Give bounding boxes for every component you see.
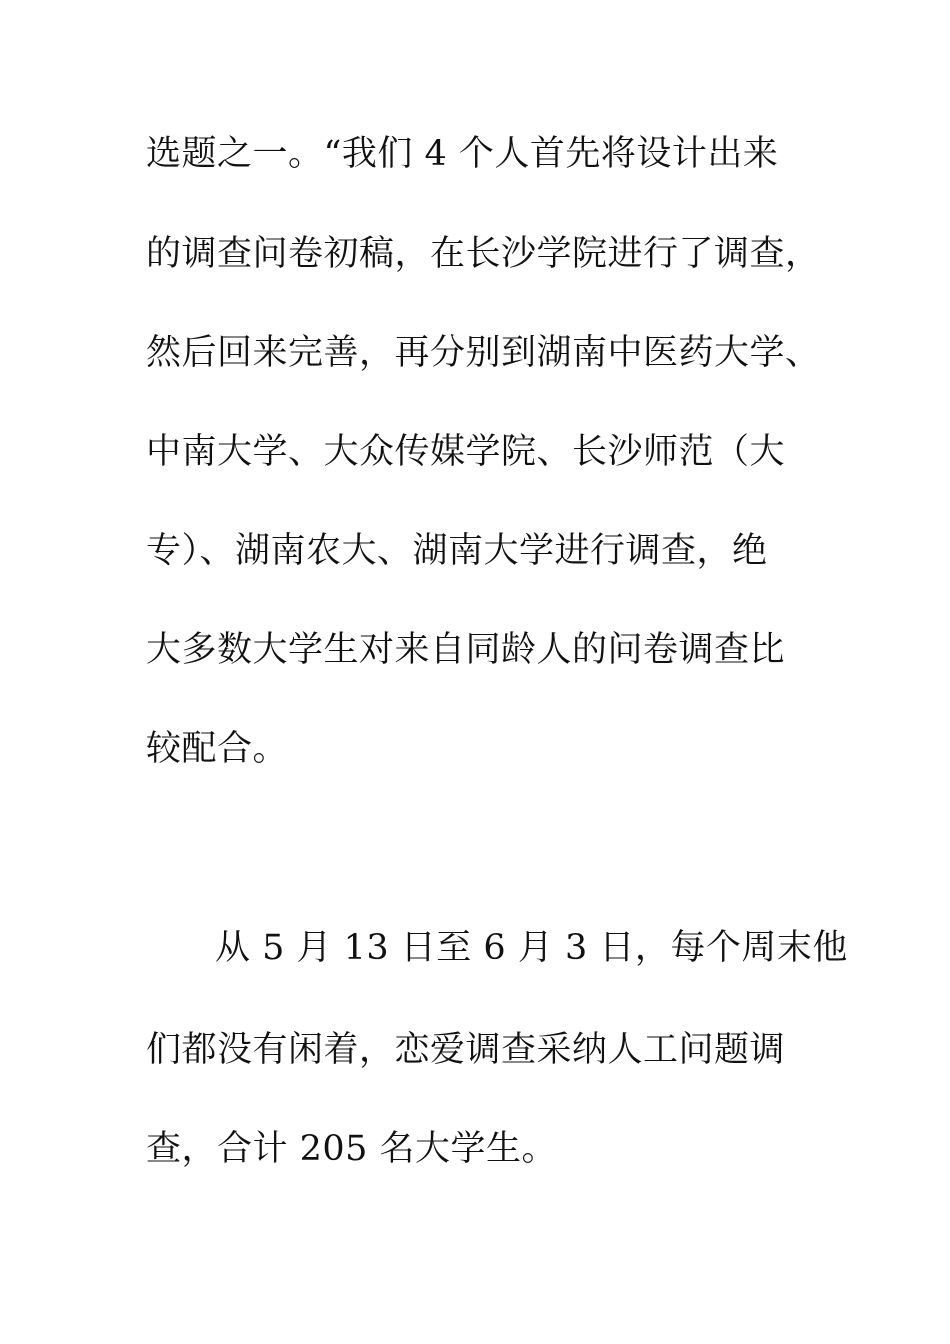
paragraph-2-line-3: 查，合计 205 名大学生。 (146, 1129, 558, 1169)
paragraph-2-line-2: 们都没有闲着，恋爱调查采纳人工问题调 (146, 1030, 786, 1070)
paragraph-1-line-7: 较配合。 (146, 729, 289, 769)
paragraph-1-line-2: 的调查问卷初稿，在长沙学院进行了调查， (146, 234, 821, 274)
paragraph-1-line-5: 专）、湖南农大、湖南大学进行调查，绝 (146, 531, 768, 571)
paragraph-1-line-4: 中南大学、大众传媒学院、长沙师范（大 (146, 432, 786, 472)
paragraph-1-line-6: 大多数大学生对来自同龄人的问卷调查比 (146, 630, 786, 670)
paragraph-2-line-1: 从 5 月 13 日至 6 月 3 日，每个周末他 (215, 928, 848, 968)
paragraph-1-line-1: 选题之一。“我们 4 个人首先将设计出来 (146, 134, 779, 174)
paragraph-1-line-3: 然后回来完善，再分别到湖南中医药大学、 (146, 333, 821, 373)
